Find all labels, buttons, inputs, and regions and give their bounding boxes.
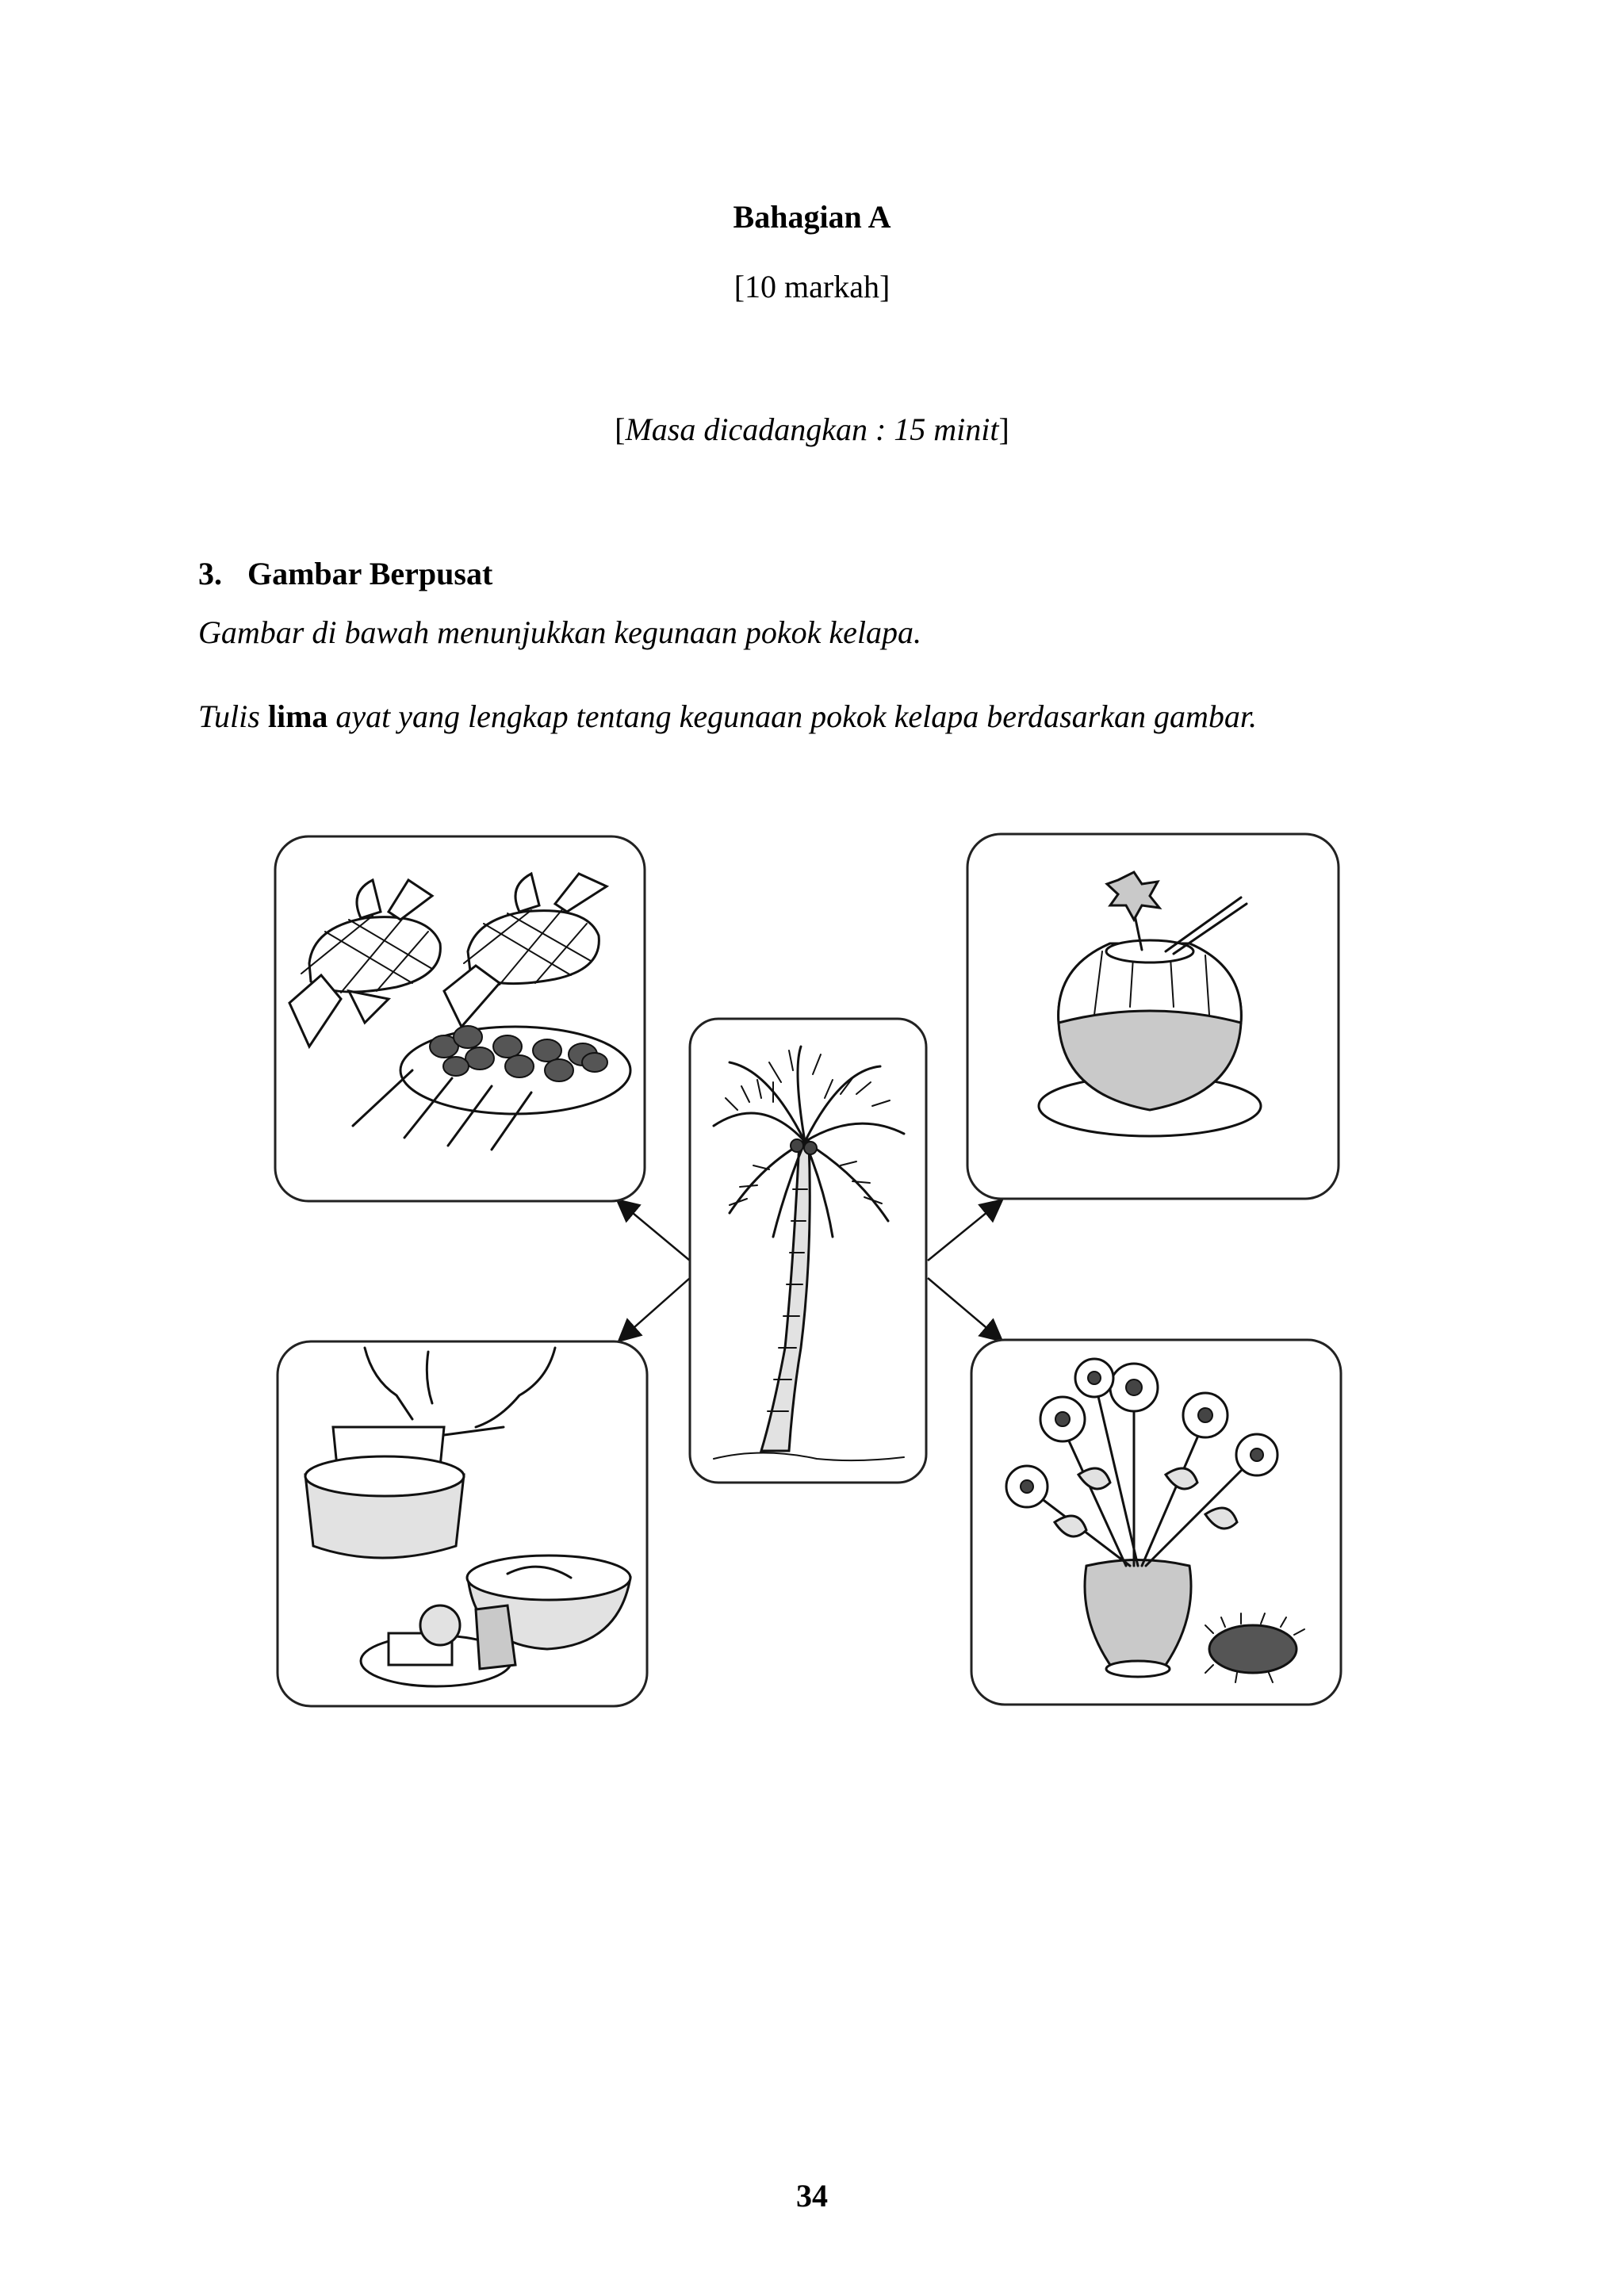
arrow-top-right bbox=[928, 1201, 1001, 1261]
question-instruction-1: Gambar di bawah menunjukkan kegunaan pokok kelapa. bbox=[198, 614, 922, 650]
question-instruction-2: Tulis lima ayat yang lengkap tentang kegunaan pokok kelapa berdasarkan gambar. bbox=[198, 698, 1257, 734]
panel-coconut-tree bbox=[690, 1019, 926, 1483]
suggested-time-text: Masa dicadangkan : 15 minit bbox=[625, 411, 999, 447]
panel-ketupat-satay bbox=[275, 836, 645, 1201]
question-number: 3. bbox=[198, 556, 222, 591]
suggested-time: [Masa dicadangkan : 15 minit] bbox=[615, 411, 1009, 447]
question-title: Gambar Berpusat bbox=[247, 556, 493, 591]
section-marks: [10 markah] bbox=[733, 269, 891, 304]
emphasis-lima: lima bbox=[267, 698, 328, 734]
page-number: 34 bbox=[796, 2178, 828, 2214]
panel-coconut-cooking bbox=[278, 1341, 647, 1706]
section-title: Bahagian A bbox=[733, 199, 891, 235]
arrow-bottom-right bbox=[928, 1278, 1001, 1340]
arrow-top-left bbox=[619, 1201, 690, 1261]
panel-coconut-vase bbox=[971, 1340, 1341, 1705]
panel-coconut-drink bbox=[967, 834, 1339, 1199]
arrow-bottom-left bbox=[620, 1278, 690, 1340]
